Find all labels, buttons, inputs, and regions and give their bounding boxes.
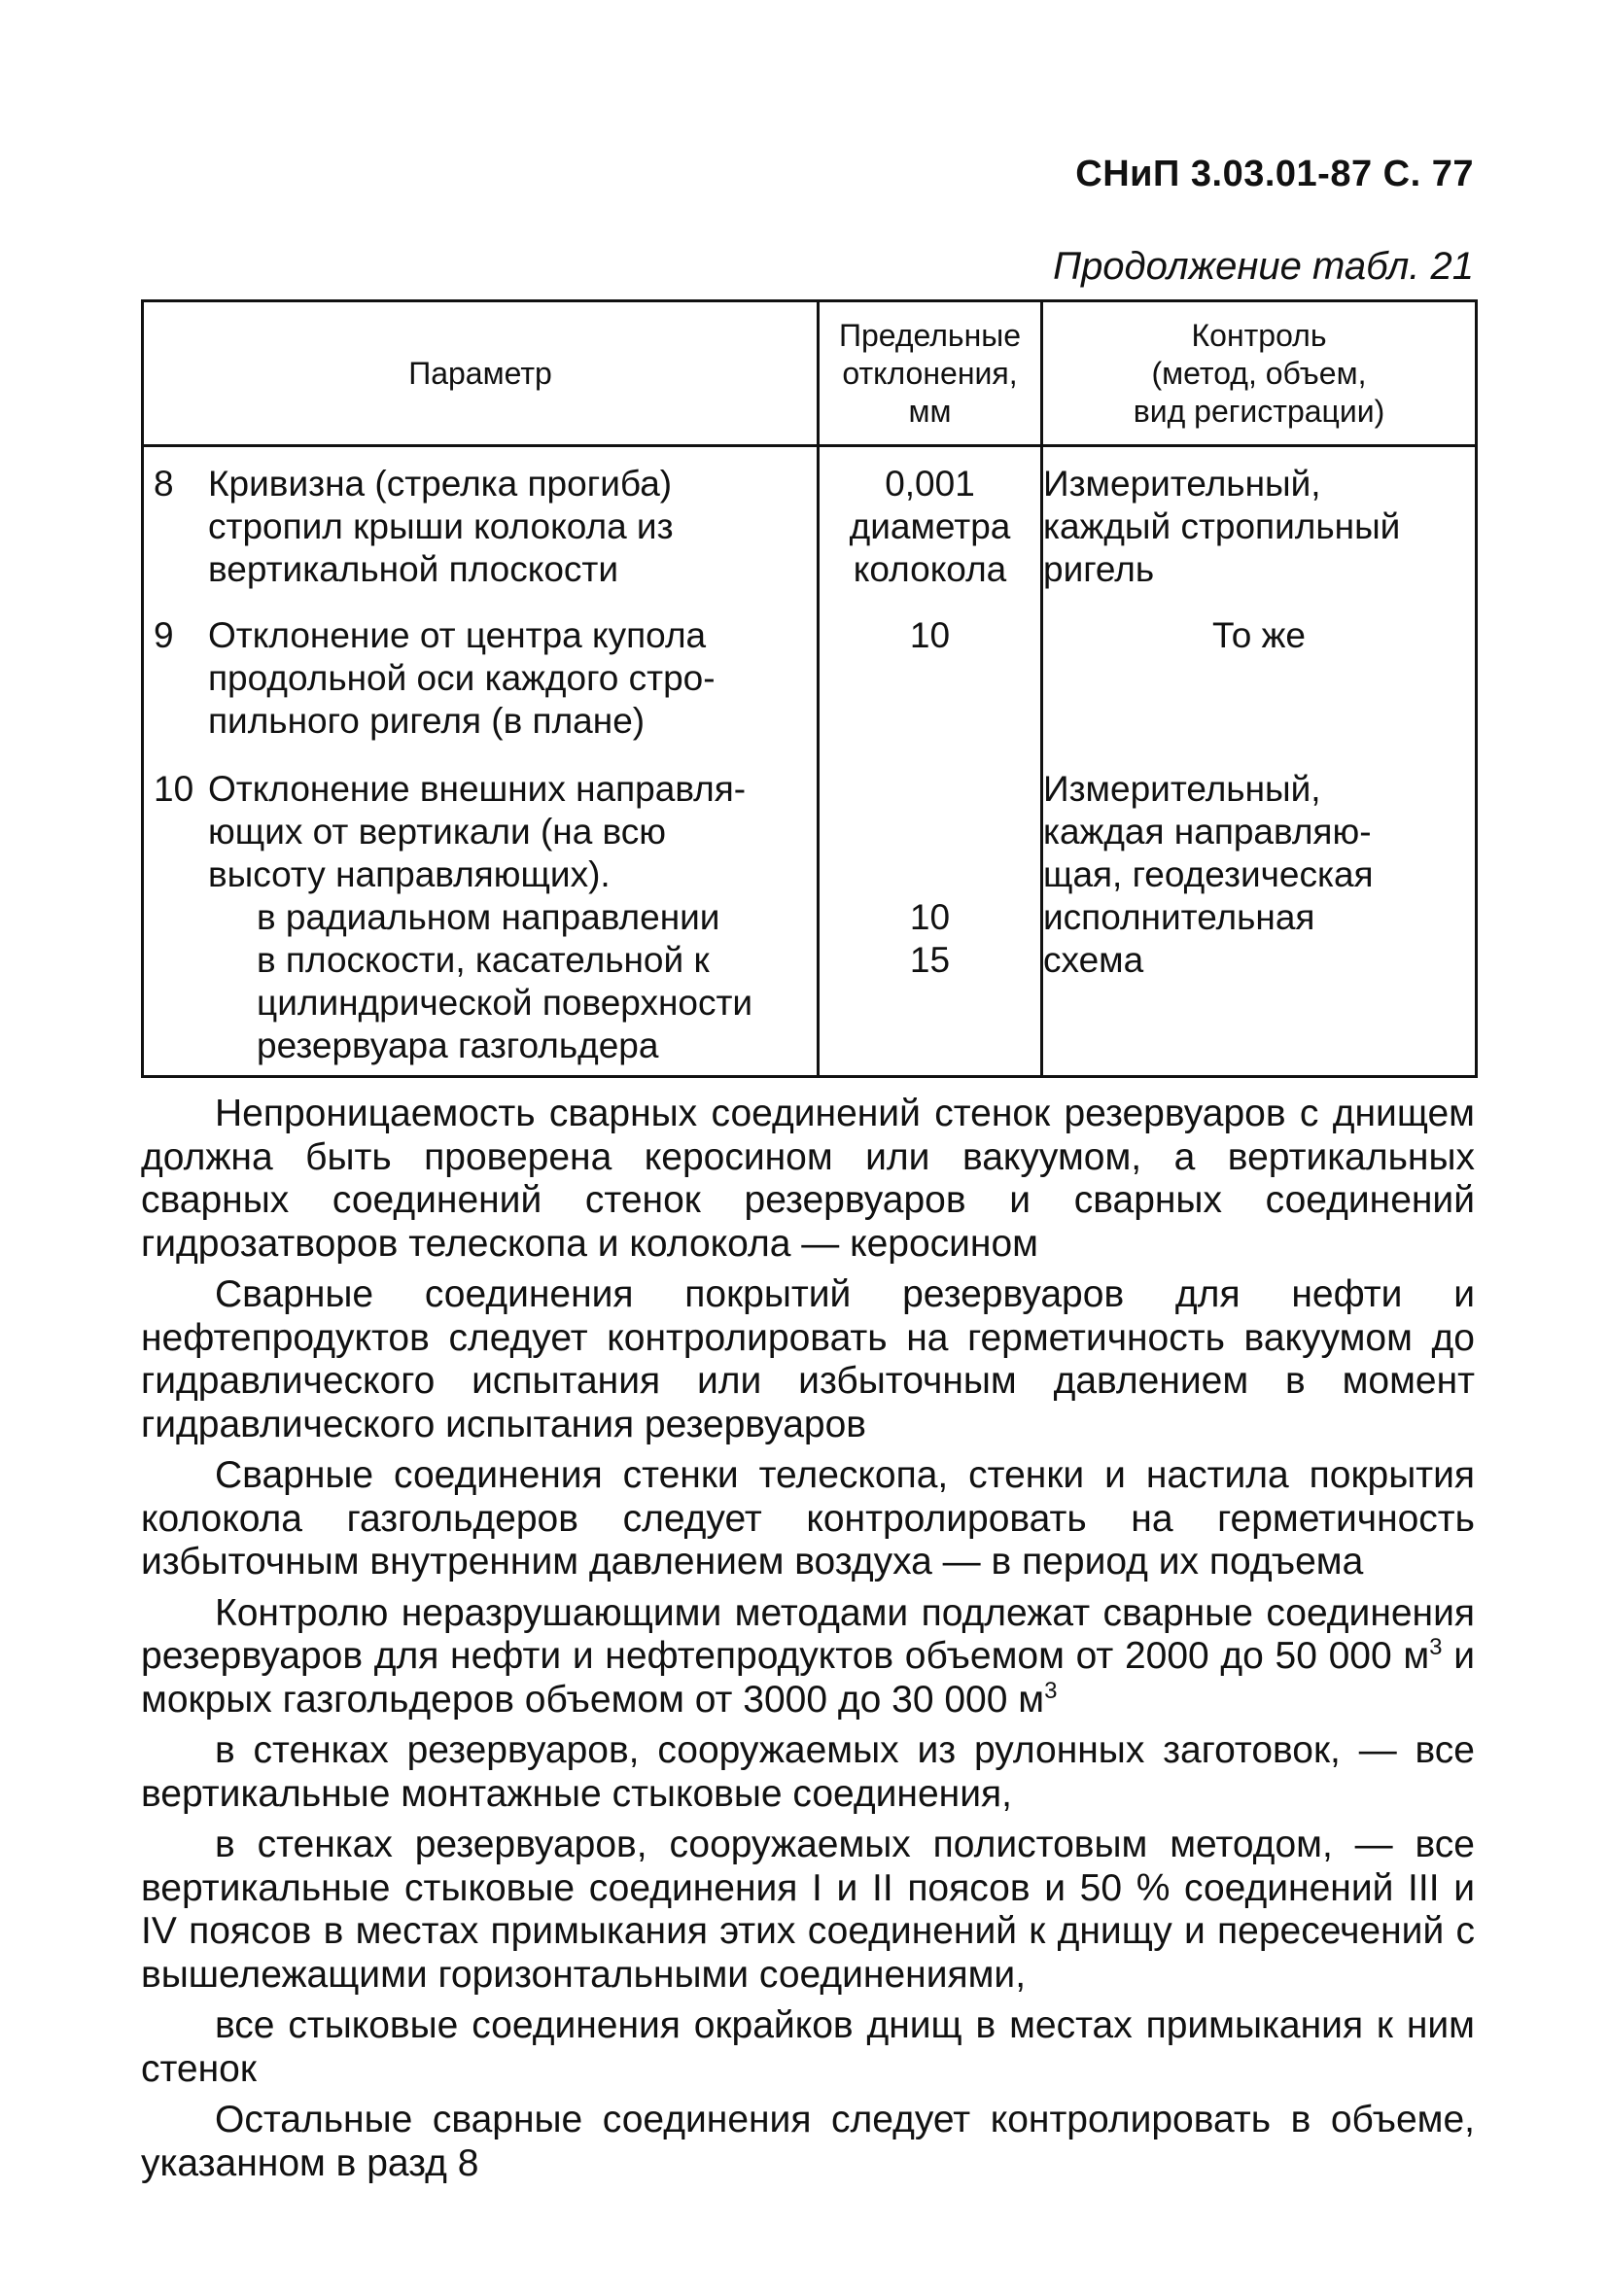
control-cell: [1042, 446, 1477, 606]
param-text: [208, 768, 817, 1067]
header-line: мм: [908, 393, 952, 429]
table-caption: Продолжение табл. 21: [1053, 245, 1474, 288]
page-header: СНиП 3.03.01-87 С. 77: [1075, 154, 1474, 194]
control-cell: [1042, 605, 1477, 758]
deviation-cell: [819, 446, 1042, 606]
param-line: Кривизна (стрелка прогиба): [208, 464, 673, 504]
paragraph: в стенках резервуаров, сооружаемых из рулонных заготовок, — все вертикальные монтажные стыковые соединения,: [141, 1729, 1475, 1815]
table-header-row: [143, 301, 1477, 446]
control-line: схема: [1043, 940, 1144, 980]
table-row: [143, 605, 1477, 758]
row-number: 8: [154, 464, 174, 504]
param-line: Отклонение внешних направля-: [208, 769, 747, 809]
control-line: Измерительный,: [1043, 769, 1321, 809]
control-line: Измерительный,: [1043, 464, 1321, 504]
param-cell: [143, 758, 819, 1077]
param-line: Отклонение от центра купола: [208, 615, 707, 655]
header-line: Предельные: [838, 317, 1022, 353]
param-text: [208, 463, 817, 591]
control-line: каждый стропильный: [1043, 506, 1401, 546]
row-number: 9: [154, 615, 174, 655]
param-subline: в плоскости, касательной к: [257, 940, 710, 980]
superscript: 3: [1429, 1634, 1443, 1660]
paragraph-text: Контролю неразрушающими методами подлежат сварные соединения резервуаров для нефти и нефтепродуктов объемом от 2000 до 50 000 м: [141, 1591, 1475, 1677]
deviation-cell: [819, 605, 1042, 758]
paragraph: Непроницаемость сварных соединений стенок резервуаров с днищем должна быть проверена керосином или вакуумом, а вертикальных сварных соединений стенок резервуаров и сварных соединений гидрозатворов телескопа и колокола — керосином: [141, 1093, 1475, 1265]
deviation-line: 10: [909, 615, 951, 655]
body-text: [141, 1093, 1475, 2193]
control-cell: [1042, 758, 1477, 1077]
control-line: То же: [1212, 615, 1306, 655]
param-line: вертикальной плоскости: [208, 549, 619, 589]
header-line: Контроль: [1191, 317, 1327, 353]
superscript: 3: [1044, 1677, 1058, 1704]
param-line: продольной оси каждого стро-: [208, 658, 716, 698]
param-line: ющих от вертикали (на всю: [208, 812, 667, 852]
column-header-deviation: [819, 301, 1042, 446]
column-header-param-text: Параметр: [408, 355, 552, 391]
param-line: пильного ригеля (в плане): [208, 701, 646, 741]
control-line: щая, геодезическая: [1043, 854, 1374, 894]
header-line: вид регистрации): [1133, 393, 1385, 429]
deviation-line: 15: [909, 940, 951, 980]
deviation-cell: [819, 758, 1042, 1077]
deviation-line: диаметра: [849, 506, 1011, 546]
param-line: стропил крыши колокола из: [208, 506, 674, 546]
paragraph: Остальные сварные соединения следует контролировать в объеме, указанном в разд 8: [141, 2099, 1475, 2184]
deviation-line: 0,001: [885, 464, 975, 504]
header-line: (метод, объем,: [1151, 355, 1367, 391]
column-header-control: [1042, 301, 1477, 446]
param-subline: в радиальном направлении: [257, 897, 720, 937]
param-line: высоту направляющих).: [208, 854, 611, 894]
control-line: каждая направляю-: [1043, 812, 1372, 852]
paragraph: все стыковые соединения окрайков днищ в местах примыкания к ним стенок: [141, 2004, 1475, 2090]
deviation-line: колокола: [853, 549, 1007, 589]
header-line: отклонения,: [842, 355, 1018, 391]
paragraph: Сварные соединения стенки телескопа, стенки и настила покрытия колокола газгольдеров следует контролировать на герметичность избыточным внутренним давлением воздуха — в период их подъема: [141, 1454, 1475, 1583]
control-line: исполнительная: [1043, 897, 1315, 937]
paragraph-text: и мокрых газгольдеров объемом от 3000 до 30 000 м: [141, 1635, 1475, 1721]
row-number: 10: [154, 769, 194, 809]
param-subline: цилиндрической поверхности: [257, 983, 753, 1023]
paragraph: [141, 1592, 1475, 1722]
table-row: [143, 758, 1477, 1077]
deviation-line: 10: [909, 897, 951, 937]
table-row: [143, 446, 1477, 606]
control-line: ригель: [1043, 549, 1155, 589]
param-subline: резервуара газгольдера: [257, 1026, 659, 1065]
column-header-param: [143, 301, 819, 446]
paragraph: в стенках резервуаров, сооружаемых полистовым методом, — все вертикальные стыковые соединения I и II поясов и 50 % соединений III и IV поясов в местах примыкания этих соединений к днищу и пересечений с вышележащими горизонтальными соединениями,: [141, 1824, 1475, 1996]
deviation-table: [141, 299, 1478, 1078]
param-text: [208, 614, 817, 743]
param-cell: [143, 605, 819, 758]
param-cell: [143, 446, 819, 606]
paragraph: Сварные соединения покрытий резервуаров для нефти и нефтепродуктов следует контролировать на герметичность вакуумом до гидравлического испытания или избыточным давлением в момент гидравлического испытания резервуаров: [141, 1273, 1475, 1445]
